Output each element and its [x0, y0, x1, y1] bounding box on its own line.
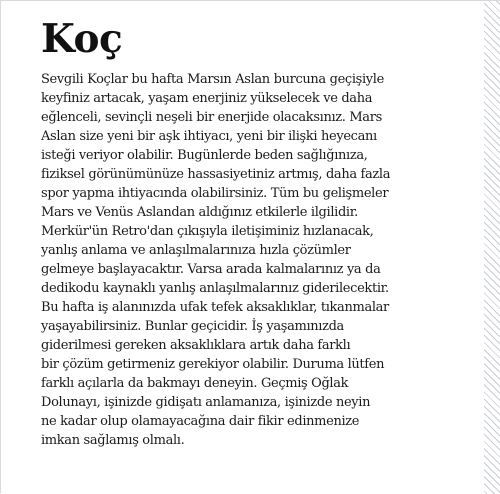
body-line: Sevgili Koçlar bu hafta Marsın Aslan burcuna geçişiyle — [41, 72, 384, 87]
body-line: bir çözüm getirmeniz gerekiyor olabilir. Duruma lütfen — [41, 357, 385, 372]
body-line: fiziksel görünümünüze hassasiyetiniz artmış, daha fazla — [41, 167, 391, 182]
body-line: yaşayabilirsiniz. Bunlar geçicidir. İş yaşamınızda — [41, 319, 344, 334]
body-line: gelmeye başlayacaktır. Varsa arada kalmalarınız ya da — [41, 262, 381, 277]
body-line: Aslan size yeni bir aşk ihtiyacı, yeni bir ilişki heyecanı — [41, 129, 377, 144]
body-line: eğlenceli, sevinçli neşeli bir enerjide olacaksınız. Mars — [41, 110, 382, 125]
horoscope-body — [41, 70, 500, 450]
body-line: Merkür'ün Retro'dan çıkışıyla iletişiminiz hızlanacak, — [41, 224, 374, 239]
body-line: imkan sağlamış olmalı. — [41, 433, 185, 448]
horoscope-title: Koç — [41, 16, 123, 62]
body-line: keyfiniz artacak, yaşam enerjiniz yükselecek ve daha — [41, 91, 373, 106]
body-line: Bu hafta iş alanınızda ufak tefek aksaklıklar, tıkanmalar — [41, 300, 389, 315]
body-line: farklı açılarla da bakmayı deneyin. Geçmiş Oğlak — [41, 376, 349, 391]
body-line: Mars ve Venüs Aslandan aldığınız etkilerle ilgilidir. — [41, 205, 358, 220]
body-line: ne kadar olup olamayacağına dair fikir edinmenize — [41, 414, 360, 429]
body-line: spor yapma ihtiyacında olabilirsiniz. Tüm bu gelişmeler — [41, 186, 389, 201]
horoscope-column — [19, 1, 484, 494]
body-line: isteği veriyor olabilir. Bugünlerde beden sağlığınıza, — [41, 148, 368, 163]
body-line: giderilmesi gereken aksaklıklara artık daha farklı — [41, 338, 351, 353]
body-line: dedikodu kaynaklı yanlış anlaşılmalarınız giderilecektir. — [41, 281, 389, 296]
body-line: yanlış anlama ve anlaşılmalarınıza hızla çözümler — [41, 243, 351, 258]
body-line: Dolunayı, işinizde gidişatı anlamanıza, işinizde neyin — [41, 395, 371, 410]
